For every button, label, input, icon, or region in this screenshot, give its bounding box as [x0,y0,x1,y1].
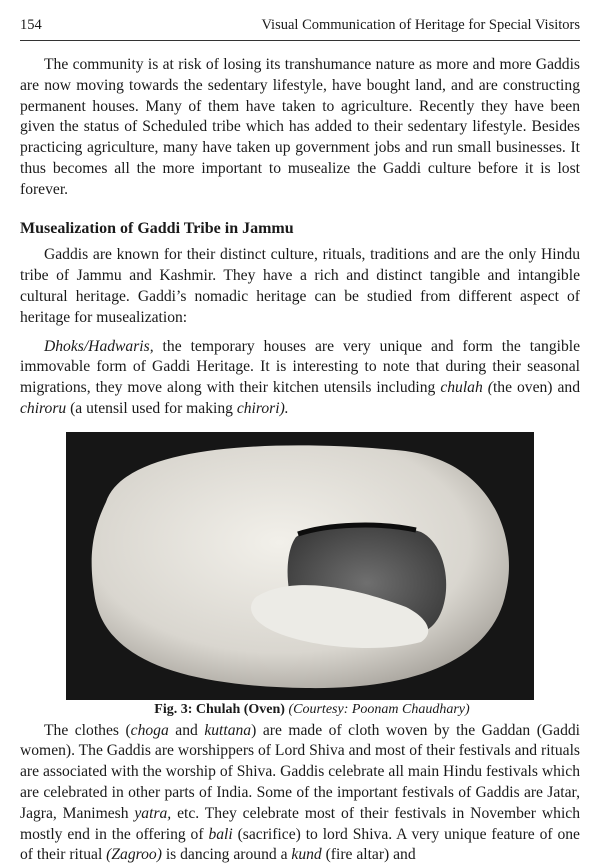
para4-text-3: ) are made of cloth woven by the Gaddan (Gaddi women). The Gaddis are worshippers of Lord Shiva and most of their festivals and rituals are associated with the worship of Shiva. Gaddis celebrate all main Hindu festivals which are celebrated in other parts of India. Some of the important festivals of Gaddis are Jatar, Jagra, Manimesh [20,721,580,822]
term-kuttana: kuttana [204,721,252,739]
chulah-photo [66,432,534,700]
body-text [20,55,580,866]
term-zagroo: (Zagroo) [106,846,162,864]
term-yatra: yatra, [134,804,172,822]
caption-label: Fig. 3: Chulah (Oven) [154,701,285,717]
para4-text-4: etc. They celebrate most of their festivals in November which mostly end in the offering of [20,804,580,843]
running-title: Visual Communication of Heritage for Special Visitors [261,17,580,33]
paragraph-4 [20,721,580,867]
running-header [20,12,580,41]
term-choga: choga [130,721,169,739]
para4-text-6: is dancing around a [161,846,292,864]
para3-text-3: (a utensil used for making [66,399,237,417]
term-dhoks: Dhoks/Hadwaris, [44,337,154,355]
term-kund: kund [291,846,322,864]
para4-text-5: (sacrifice) to lord Shiva. A very unique feature of one of their ritual [20,825,580,864]
paragraph-2: Gaddis are known for their distinct culture, rituals, traditions and are the only Hindu tribe of Jammu and Kashmir. They have a rich and distinct tangible and intangible cultural heritage. Gaddi’s nomadic heritage can be studied from different aspect of heritage for musealization: [20,246,580,326]
term-chiroru: chiroru [20,399,67,417]
paragraph-1: The community is at risk of losing its transhumance nature as more and more Gaddis are now moving towards the sedentary lifestyle, have bought land, and are constructing permanent houses. Many of them have taken to agriculture. Recently they have been given the status of Scheduled tribe which has added to their sedentary lifestyle. Besides practicing agriculture, many have taken up government jobs and run small businesses. It thus becomes all the more important to musealize the Gaddi culture before it is lost forever. [20,56,580,198]
term-chulah: chulah ( [440,379,493,397]
figure-caption [20,700,580,721]
para4-text: The clothes ( [44,721,131,739]
para3-text: the temporary houses are very unique and form the tangible immovable form of Gaddi Heritage. It is interesting to note that during their seasonal migrations, they move along with their kitchen utensils including [20,337,580,397]
term-bali: bali [208,825,233,843]
para4-text-7: (fire altar) and [321,846,416,864]
section-heading: Musealization of Gaddi Tribe in Jammu [20,219,294,237]
page-number: 154 [20,17,42,33]
chulah-oven-image [66,432,534,700]
term-chirori: chirori). [236,399,289,417]
para3-text-2: the oven) and [492,379,580,397]
caption-courtesy: (Courtesy: Poonam Chaudhary) [288,701,470,717]
paragraph-3 [20,337,580,420]
para4-text-2: and [168,721,205,739]
